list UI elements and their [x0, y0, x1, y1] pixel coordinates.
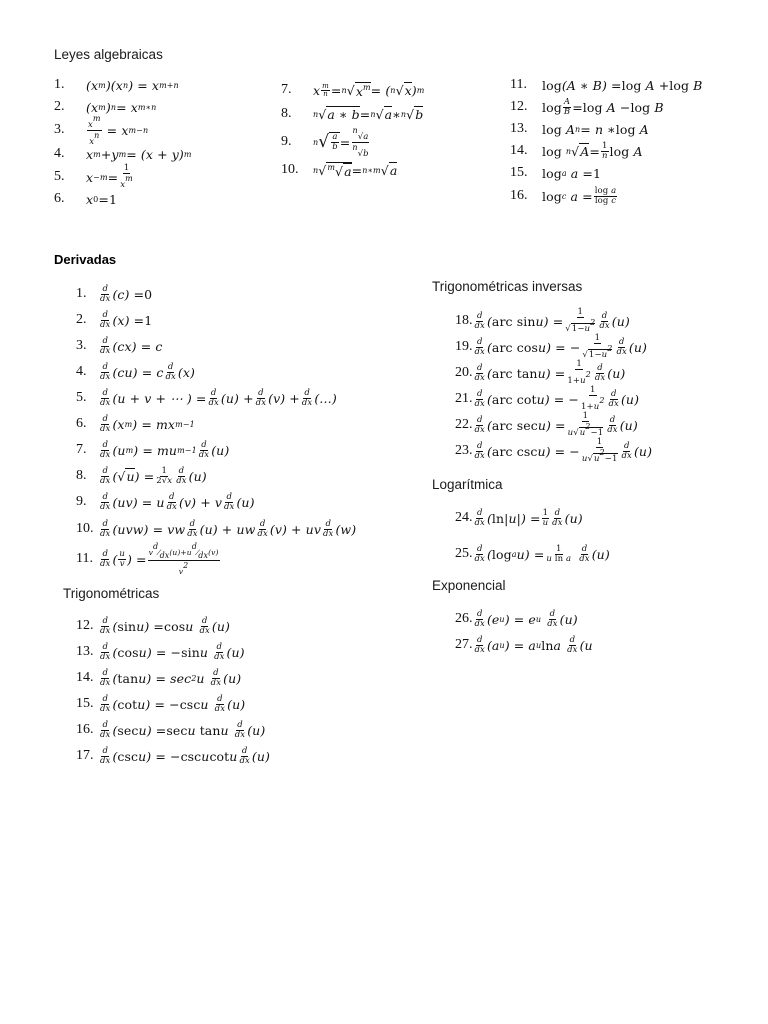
- derivative-14: 14. $\frac{d}{dx}$ ( tan u) = sec 2 u $\frac{d}{dx}$ (u): [76, 667, 242, 688]
- section-title-exponencial: Exponencial: [432, 578, 506, 593]
- derivative-26: 26. $\frac{d}{dx}$ (e u ) = e u $\frac{d}{dx}$ (u): [455, 608, 578, 629]
- derivative-22: 22. $\frac{d}{dx}$ ( arc sec u) = $\frac{1}{u√u^2-1}$ $\frac{d}{dx}$ (u): [455, 411, 638, 438]
- derivative-7: 7. $\frac{d}{dx}$ (u m ) = mu m−1 $\frac{d}{dx}$ (u): [76, 439, 230, 460]
- algebra-law-3: 3. $\frac{x^m}{x^n}$ = x m−n: [54, 113, 149, 147]
- derivatives-basic-list: [76, 281, 356, 575]
- algebra-column-1: [54, 74, 192, 210]
- derivatives-trig-list: [76, 613, 270, 769]
- algebra-law-12: 12. log $\frac{A}{B}$ = log A − log B: [510, 96, 664, 117]
- algebra-column-2: [281, 78, 424, 182]
- algebra-law-14: 14. log n √ A = $\frac{1}{n}$ log A: [510, 140, 643, 161]
- derivatives-exp-list: [455, 606, 593, 658]
- derivative-20: 20. $\frac{d}{dx}$ ( arc tan u) = $\frac{1}{1+u^2}$ $\frac{d}{dx}$ (u): [455, 359, 626, 386]
- section-title-trigonometricas-inversas: Trigonométricas inversas: [432, 279, 583, 294]
- section-title-leyes-algebraicas: Leyes algebraicas: [54, 47, 163, 62]
- algebra-law-2: 2. (x m ) n = x m∗n: [54, 99, 157, 115]
- derivative-3: 3. $\frac{d}{dx}$ (cx) = c: [76, 335, 163, 356]
- derivative-8: 8. $\frac{d}{dx}$ (√ u ) = $\frac{1}{2√x}$ $\frac{d}{dx}$ (u): [76, 465, 207, 486]
- derivative-17: 17. $\frac{d}{dx}$ ( csc u) = − csc u cot u $\frac{d}{dx}$ (u): [76, 745, 270, 766]
- algebra-column-3: [510, 74, 702, 208]
- algebra-law-1: 1. (x m )(x n ) = x m+n: [54, 77, 179, 93]
- derivative-25: 25. $\frac{d}{dx}$ ( log a u) = $\frac{1}{\text{u ln a}}$ $\frac{d}{dx}$ (u): [455, 543, 610, 564]
- derivatives-inverse-trig-list: [455, 308, 652, 464]
- derivative-4: 4. $\frac{d}{dx}$ (cu) = c $\frac{d}{dx}$ (x): [76, 361, 196, 382]
- derivative-1: 1. $\frac{d}{dx}$ (c) = 0: [76, 283, 153, 304]
- derivative-12: 12. $\frac{d}{dx}$ ( sin u) = cos u $\frac{d}{dx}$ (u): [76, 615, 230, 636]
- algebra-law-4: 4. x m +y m = (x + y) m: [54, 146, 192, 162]
- derivative-6: 6. $\frac{d}{dx}$ (x m ) = mx m−1: [76, 413, 195, 434]
- derivatives-log-list: [455, 505, 610, 567]
- algebra-law-10: 10. n √ $^m$√a = n∗m √ a: [281, 162, 398, 179]
- derivative-11: 11. $\frac{d}{dx}$ ( $\frac{u}{v}$ ) = $\frac{v^d⁄_{dx}(u)+u^d⁄_{dx}(v)}{v^2}$: [76, 542, 219, 576]
- section-title-trigonometricas: Trigonométricas: [63, 586, 160, 601]
- algebra-law-9: 9. n √ $\frac{a}{b}$ = $\frac{^n√a}{^n√b}$: [281, 125, 369, 159]
- algebra-law-13: 13. log A n = n ∗ log A: [510, 121, 649, 137]
- derivative-5: 5. $\frac{d}{dx}$ (u + v + ⋯ ) = $\frac{d}{dx}$ (u) + $\frac{d}{dx}$ (v) + $\frac{d}{dx}$ (…): [76, 387, 337, 408]
- derivative-16: 16. $\frac{d}{dx}$ ( sec u) = sec u tan u $\frac{d}{dx}$ (u): [76, 719, 266, 740]
- algebra-law-11: 11. log (A ∗ B) = log A + log B: [510, 77, 703, 93]
- derivative-27: 27. $\frac{d}{dx}$ (a u ) = a u ln a $\frac{d}{dx}$ (u: [455, 634, 593, 655]
- section-title-logaritmica: Logarítmica: [432, 477, 503, 492]
- algebra-law-8: 8. n √ a ∗ b = n √ a ∗ n √ b: [281, 106, 424, 122]
- algebra-law-15: 15. log a a = 1: [510, 165, 602, 181]
- algebra-law-6: 6. x 0 = 1: [54, 191, 117, 207]
- algebra-law-16: 16. log c a = $\frac{\text{log a}}{\text{log c}}$: [510, 185, 617, 206]
- derivative-24: 24. $\frac{d}{dx}$ ( ln |u|) = $\frac{1}{u}$ $\frac{d}{dx}$ (u): [455, 507, 583, 528]
- derivative-18: 18. $\frac{d}{dx}$ ( arc sin u) = $\frac{1}{√1-u^2}$ $\frac{d}{dx}$ (u): [455, 307, 630, 334]
- derivative-23: 23. $\frac{d}{dx}$ ( arc csc u) = − $\frac{1}{u√u^2-1}$ $\frac{d}{dx}$ (u): [455, 437, 653, 464]
- derivative-9: 9. $\frac{d}{dx}$ (uv) = u $\frac{d}{dx}$ (v) + v $\frac{d}{dx}$ (u): [76, 491, 255, 512]
- derivative-19: 19. $\frac{d}{dx}$ ( arc cos u) = − $\frac{1}{√1-u^2}$ $\frac{d}{dx}$ (u): [455, 333, 647, 360]
- derivative-13: 13. $\frac{d}{dx}$ ( cos u) = − sin u $\frac{d}{dx}$ (u): [76, 641, 245, 662]
- derivative-10: 10. $\frac{d}{dx}$ (uvw) = vw $\frac{d}{dx}$ (u) + uw $\frac{d}{dx}$ (v) + uv $\frac{d}{dx}$ (w): [76, 518, 357, 539]
- derivative-2: 2. $\frac{d}{dx}$ (x) = 1: [76, 309, 153, 330]
- algebra-law-7: 7. x $\frac{m}{n}$ = n √ $x^m$ = ( n √ x ) m: [281, 81, 425, 99]
- derivative-21: 21. $\frac{d}{dx}$ ( arc cot u) = − $\frac{1}{1+u^2}$ $\frac{d}{dx}$ (u): [455, 385, 640, 412]
- algebra-law-5: 5. x −m = $\frac{1}{x^m}$: [54, 163, 133, 190]
- section-title-derivadas: Derivadas: [54, 252, 117, 267]
- derivative-15: 15. $\frac{d}{dx}$ ( cot u) = − csc u $\frac{d}{dx}$ (u): [76, 693, 246, 714]
